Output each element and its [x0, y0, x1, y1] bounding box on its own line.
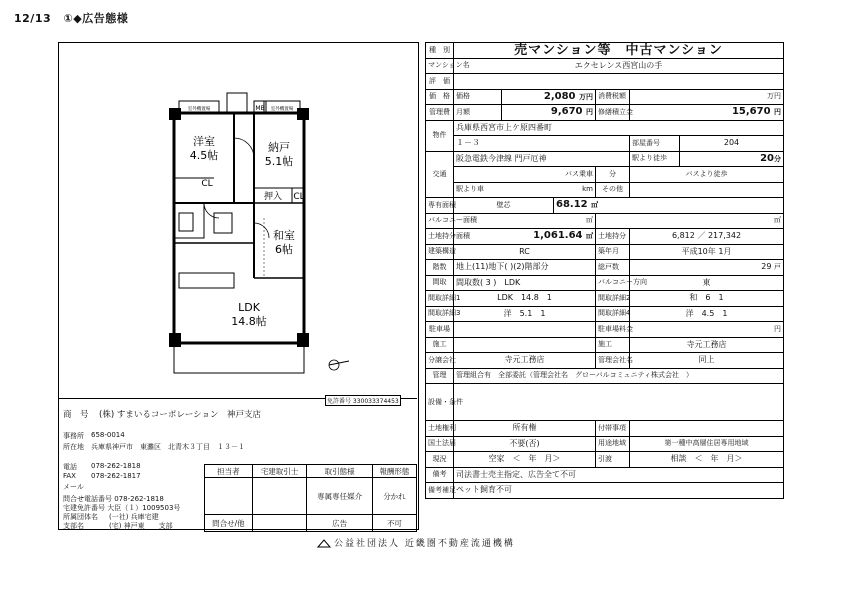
- tel-label: 電話: [63, 463, 77, 471]
- mb-label: MB: [255, 105, 265, 112]
- walk-label: 駅より徒歩: [630, 151, 680, 167]
- built: 平成10年 1月: [630, 244, 784, 260]
- trade-label: 商 号: [63, 410, 89, 420]
- units: 29: [761, 262, 772, 272]
- other-value: [630, 182, 784, 198]
- office-label: 事務所: [63, 432, 84, 440]
- builder-label: 施工: [596, 337, 630, 353]
- rooms2-label: 間取詳細2: [596, 291, 630, 307]
- car-text: 駅より車: [456, 185, 484, 194]
- mgmt-co: 同上: [630, 353, 784, 369]
- agent-license: [252, 478, 307, 515]
- floors-label: 階数: [426, 260, 454, 276]
- contact-line: 問合せ電話番号 078-262-1818: [63, 495, 164, 503]
- trade-name: (株) すまいるコーポレーション 神戸支店: [99, 410, 261, 420]
- repair-unit: 円: [774, 108, 782, 117]
- handover-label: 引渡: [596, 452, 630, 468]
- walk-value: [680, 151, 784, 167]
- status-label: 現況: [426, 452, 454, 468]
- ac-label-right: 室外機置場: [270, 107, 294, 112]
- remarks-label: 備考: [426, 467, 454, 483]
- property-name: エクセレンス西宮山の手: [454, 58, 784, 74]
- builder-row-label: 施工: [426, 337, 454, 353]
- company-info: [59, 398, 417, 529]
- footer-text: 公益社団法人 近畿圏不動産流通機構: [334, 539, 515, 549]
- branch-label: 支部名: [63, 522, 84, 530]
- repair-fee: 15,670: [731, 106, 771, 118]
- area-value: [554, 198, 784, 214]
- direction: 東: [630, 275, 784, 291]
- rooms4-label: 間取詳細4: [596, 306, 630, 322]
- zone-label: 用途地域: [596, 436, 630, 452]
- repair-value: [630, 105, 784, 121]
- walk-unit: 分: [774, 154, 782, 163]
- area-sub: 壁芯: [454, 198, 554, 214]
- contact-value: [252, 515, 307, 532]
- status: 空家 ＜ 年 月＞: [454, 452, 596, 468]
- seller: 寺元工務店: [454, 353, 596, 369]
- room-storage-label: 納戸: [268, 141, 290, 154]
- bus-unit: 分: [596, 167, 630, 183]
- rating-value: [454, 74, 784, 90]
- units-value: [630, 260, 784, 276]
- closet-label: CL: [201, 179, 213, 189]
- facility-label: 設備・条件: [426, 384, 454, 421]
- manage: 管理組合有 全部委託（管理会社名 グローバルコミュニティ株式会社 ）: [454, 368, 784, 384]
- ad-tag: ①◆広告態様: [63, 12, 129, 25]
- location-label: 物件: [426, 120, 454, 151]
- walk-minutes: 20: [760, 152, 775, 164]
- plan-law: 不要(否): [454, 436, 596, 452]
- rooms1-label: 間取詳細1: [426, 291, 454, 307]
- supp-label: 備考補足: [426, 483, 454, 499]
- cons-unit: 万円: [630, 89, 784, 105]
- land-area: 1,061.64: [533, 230, 583, 242]
- plan-law-label: 国土法届: [426, 436, 454, 452]
- share-sep: ／: [697, 231, 706, 241]
- location-2: １－３: [454, 136, 630, 152]
- fax-label: FAX: [63, 472, 76, 480]
- land-right-label: 土地権利: [426, 421, 454, 437]
- association-logo-icon: [318, 539, 330, 548]
- agent-col-1: 担当者: [205, 465, 253, 478]
- room-storage-size: 5.1帖: [264, 155, 294, 168]
- contact-person: 問合せ/他: [205, 515, 253, 532]
- room-no-label: 部屋番号: [630, 136, 680, 152]
- spec-table: [425, 42, 784, 499]
- license-line: 宅建免許番号 大臣（１）1009503号: [63, 504, 181, 512]
- layout: 間取数( 3 ) LDK: [454, 275, 596, 291]
- footer: [318, 536, 515, 549]
- category-label: 種 別: [426, 43, 454, 59]
- station: 阪急電鉄今津線 門戸厄神: [454, 151, 630, 167]
- room-ldk-size: 14.8帖: [231, 315, 267, 328]
- parking-label: 駐車場: [426, 322, 454, 338]
- cons-label: 消費税額: [596, 89, 630, 105]
- page-number: 12/13: [14, 12, 52, 25]
- share-2: 217,342: [707, 231, 742, 241]
- agent-col-4: 報酬形態: [372, 465, 416, 478]
- agent-person: [205, 478, 253, 515]
- car-label: [454, 182, 596, 198]
- ad-label: 広告: [307, 515, 372, 532]
- association-label: 所属団体名: [63, 513, 98, 521]
- ac-label-left: 室外機置場: [187, 107, 211, 112]
- attached-label: 付帯事項: [596, 421, 630, 437]
- address: 兵庫県神戸市 東灘区 北青木３丁目 １３－１: [91, 443, 245, 451]
- repair-label: 修繕積立金: [596, 105, 630, 121]
- share-label: 土地持分: [596, 229, 630, 245]
- rating-label: 評 価: [426, 74, 454, 90]
- oshiire-label: 押入: [263, 192, 283, 202]
- traffic-label: 交通: [426, 151, 454, 198]
- manage-label: 管理: [426, 368, 454, 384]
- room-western-size: 4.5帖: [189, 149, 219, 162]
- share-value: [630, 229, 784, 245]
- fax: 078-262-1817: [91, 472, 141, 480]
- floorplan-frame: [58, 42, 419, 530]
- room-ldk-label: LDK: [238, 301, 260, 314]
- builder: 寺元工務店: [630, 337, 784, 353]
- location: 兵庫県西宮市上ケ原四番町: [454, 120, 784, 136]
- postal-code: 658-0014: [91, 431, 125, 439]
- bus-walk-label: バスより徒歩: [630, 167, 784, 183]
- closet-label-2: CL: [293, 192, 305, 202]
- area-unit: ㎡: [591, 201, 599, 210]
- room-no: 204: [680, 136, 784, 152]
- room-detail-3: 洋 5.1 1: [454, 306, 596, 322]
- tel: 078-262-1818: [91, 462, 141, 470]
- land-value: [454, 229, 596, 245]
- license-number: 免許番号 330033374453: [325, 395, 401, 406]
- zone: 第一種中高層住居専用地域: [630, 436, 784, 452]
- price-label: 価 格: [426, 89, 454, 105]
- branch: (宅) 神戸東 支部: [109, 522, 173, 530]
- association: (一社) 兵庫宅建: [109, 513, 159, 521]
- land-label: 土地持分面積: [426, 229, 454, 245]
- remarks: 司法書士売主指定、広告全て不可: [454, 467, 784, 483]
- handover: 相談 ＜ 年 月＞: [630, 452, 784, 468]
- balcony-unit: ㎡: [454, 213, 596, 229]
- ad-value: 不可: [372, 515, 416, 532]
- dir-label: バルコニー方向: [596, 275, 630, 291]
- room-western-label: 洋室: [193, 135, 215, 148]
- agent-col-3: 取引態様: [307, 465, 372, 478]
- units-unit: 戸: [774, 263, 782, 272]
- car-unit: km: [582, 185, 593, 194]
- room-japanese-size: 6帖: [275, 243, 293, 256]
- share-1: 6,812: [671, 231, 695, 241]
- floors: 地上(11)地下( )(2)階部分: [454, 260, 596, 276]
- rooms3-label: 間取詳細3: [426, 306, 454, 322]
- area: 68.12: [556, 199, 588, 211]
- floor-plan: [59, 43, 417, 398]
- units-label: 総戸数: [596, 260, 630, 276]
- mgmt-label: 管理費: [426, 105, 454, 121]
- built-label: 築年月: [596, 244, 630, 260]
- price-unit: 万円: [579, 92, 593, 101]
- parking-unit: 円: [630, 322, 784, 338]
- mgmt-sub: 月額: [454, 105, 502, 121]
- page-header: [14, 10, 128, 26]
- room-japanese-label: 和室: [273, 229, 295, 242]
- category: 売マンション等 中古マンション: [454, 43, 784, 59]
- layout-label: 間取: [426, 275, 454, 291]
- struct-label: 建築構造: [426, 244, 454, 260]
- builder-blank: [454, 337, 596, 353]
- balcony-label: バルコニー面積: [426, 213, 454, 229]
- mgmt-value: [502, 105, 596, 121]
- mgmt-co-label: 管理会社名: [596, 353, 630, 369]
- bus-label: バス乗車: [454, 167, 596, 183]
- agent-col-2: 宅建取引士: [252, 465, 307, 478]
- fee-type: 分かれ: [372, 478, 416, 515]
- parking-fee-label: 駐車場料金: [596, 322, 630, 338]
- struct: RC: [454, 244, 596, 260]
- room-detail-1: LDK 14.8 1: [454, 291, 596, 307]
- mgmt-unit: 円: [586, 108, 593, 117]
- land-right: 所有権: [454, 421, 596, 437]
- mgmt-fee: 9,670: [550, 106, 583, 118]
- mediation-type: 専属専任媒介: [307, 478, 372, 515]
- facility: [454, 384, 784, 421]
- other-label: その他: [596, 182, 630, 198]
- price-value: [502, 89, 596, 105]
- room-detail-4: 洋 4.5 1: [630, 306, 784, 322]
- name-label: マンション名: [426, 58, 454, 74]
- attached: [630, 421, 784, 437]
- area-label: 専有面積: [426, 198, 454, 214]
- seller-label: 分譲会社: [426, 353, 454, 369]
- balcony-unit-2: ㎡: [596, 213, 784, 229]
- supp: ペット飼育不可: [454, 483, 784, 499]
- price: 2,080: [543, 90, 576, 102]
- mail-label: メール: [63, 483, 84, 491]
- price-sub: 価格: [454, 89, 502, 105]
- room-detail-2: 和 6 1: [630, 291, 784, 307]
- parking: [454, 322, 596, 338]
- land-unit: ㎡: [586, 232, 593, 241]
- address-label: 所在地: [63, 443, 84, 451]
- agent-table: [204, 464, 417, 532]
